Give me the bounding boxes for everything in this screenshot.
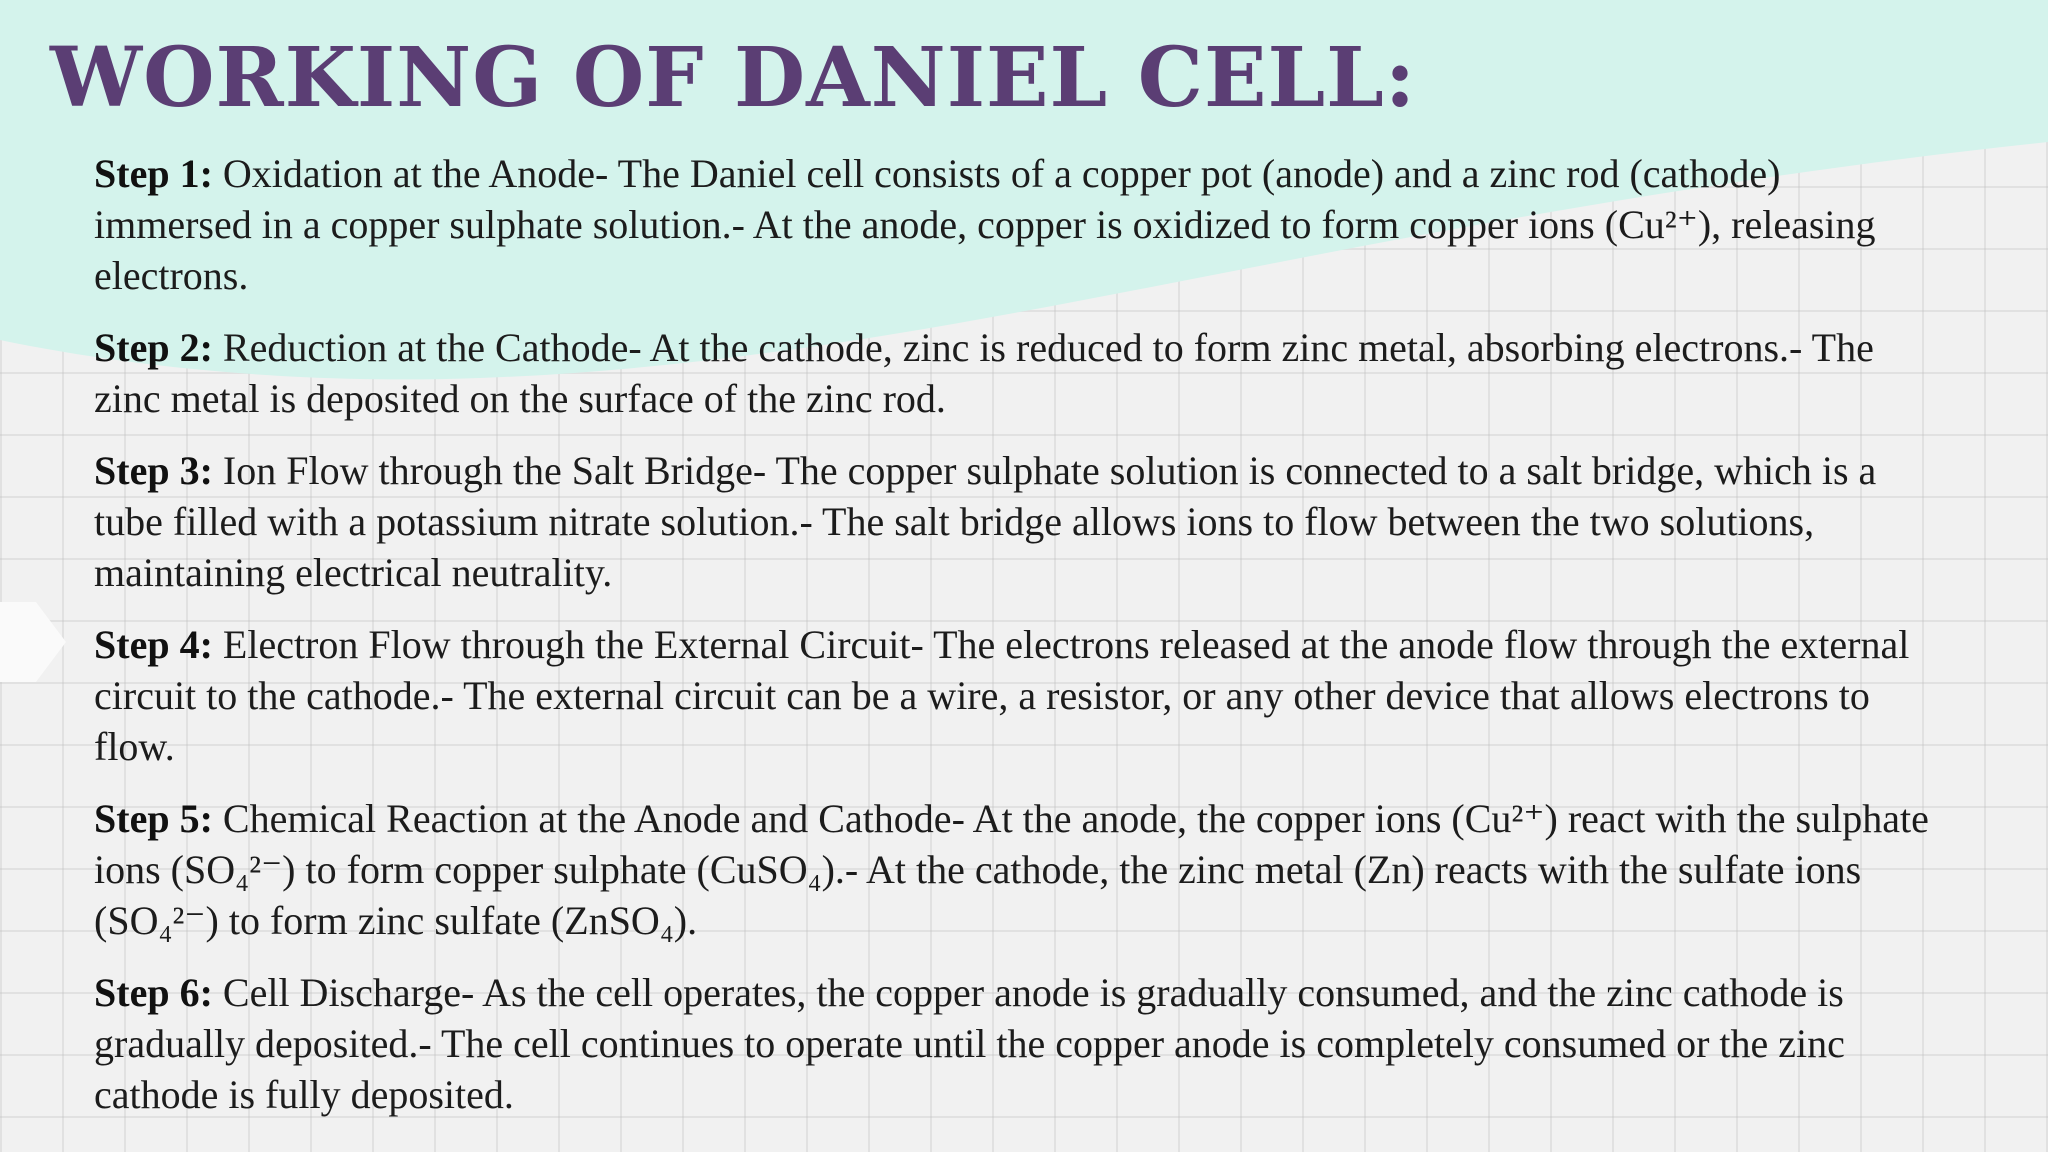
step-6-label: Step 6: — [94, 970, 213, 1015]
step-4 — [94, 619, 1944, 772]
step-2-label: Step 2: — [94, 325, 213, 370]
step-2-text: Reduction at the Cathode- At the cathode, zinc is reduced to form zinc metal, absorbing electrons.- The zinc metal is deposited on the surface of the zinc rod. — [94, 325, 1874, 421]
step-5-label: Step 5: — [94, 796, 213, 841]
step-3-text: Ion Flow through the Salt Bridge- The copper sulphate solution is connected to a salt bridge, which is a tube filled with a potassium nitrate solution.- The salt bridge allows ions to flow between the two solutions, maintaining electrical neutrality. — [94, 448, 1877, 595]
step-1-label: Step 1: — [94, 151, 213, 196]
slide-title: WORKING OF DANIEL CELL: — [50, 30, 1417, 126]
step-6-text: Cell Discharge- As the cell operates, the copper anode is gradually consumed, and the zinc cathode is gradually deposited.- The cell continues to operate until the copper anode is completely consumed or the zinc cathode is fully deposited. — [94, 970, 1845, 1117]
steps-list — [94, 148, 1944, 1141]
step-4-label: Step 4: — [94, 622, 213, 667]
step-2 — [94, 322, 1944, 424]
step-1 — [94, 148, 1944, 301]
step-1-text: Oxidation at the Anode- The Daniel cell consists of a copper pot (anode) and a zinc rod (cathode) immersed in a copper sulphate solution.- At the anode, copper is oxidized to form copper ions (Cu²⁺), releasing electrons. — [94, 151, 1876, 298]
step-3 — [94, 445, 1944, 598]
step-6 — [94, 967, 1944, 1120]
step-3-label: Step 3: — [94, 448, 213, 493]
step-5-text: Chemical Reaction at the Anode and Cathode- At the anode, the copper ions (Cu²⁺) react with the sulphate ions (SO₄²⁻) to form copper sulphate (CuSO₄).- At the cathode, the zinc metal (Zn) reacts with the sulfate ions (SO₄²⁻) to form zinc sulfate (ZnSO₄). — [94, 796, 1929, 943]
step-4-text: Electron Flow through the External Circuit- The electrons released at the anode flow through the external circuit to the cathode.- The external circuit can be a wire, a resistor, or any other device that allows electrons to flow. — [94, 622, 1910, 769]
step-5 — [94, 793, 1944, 946]
